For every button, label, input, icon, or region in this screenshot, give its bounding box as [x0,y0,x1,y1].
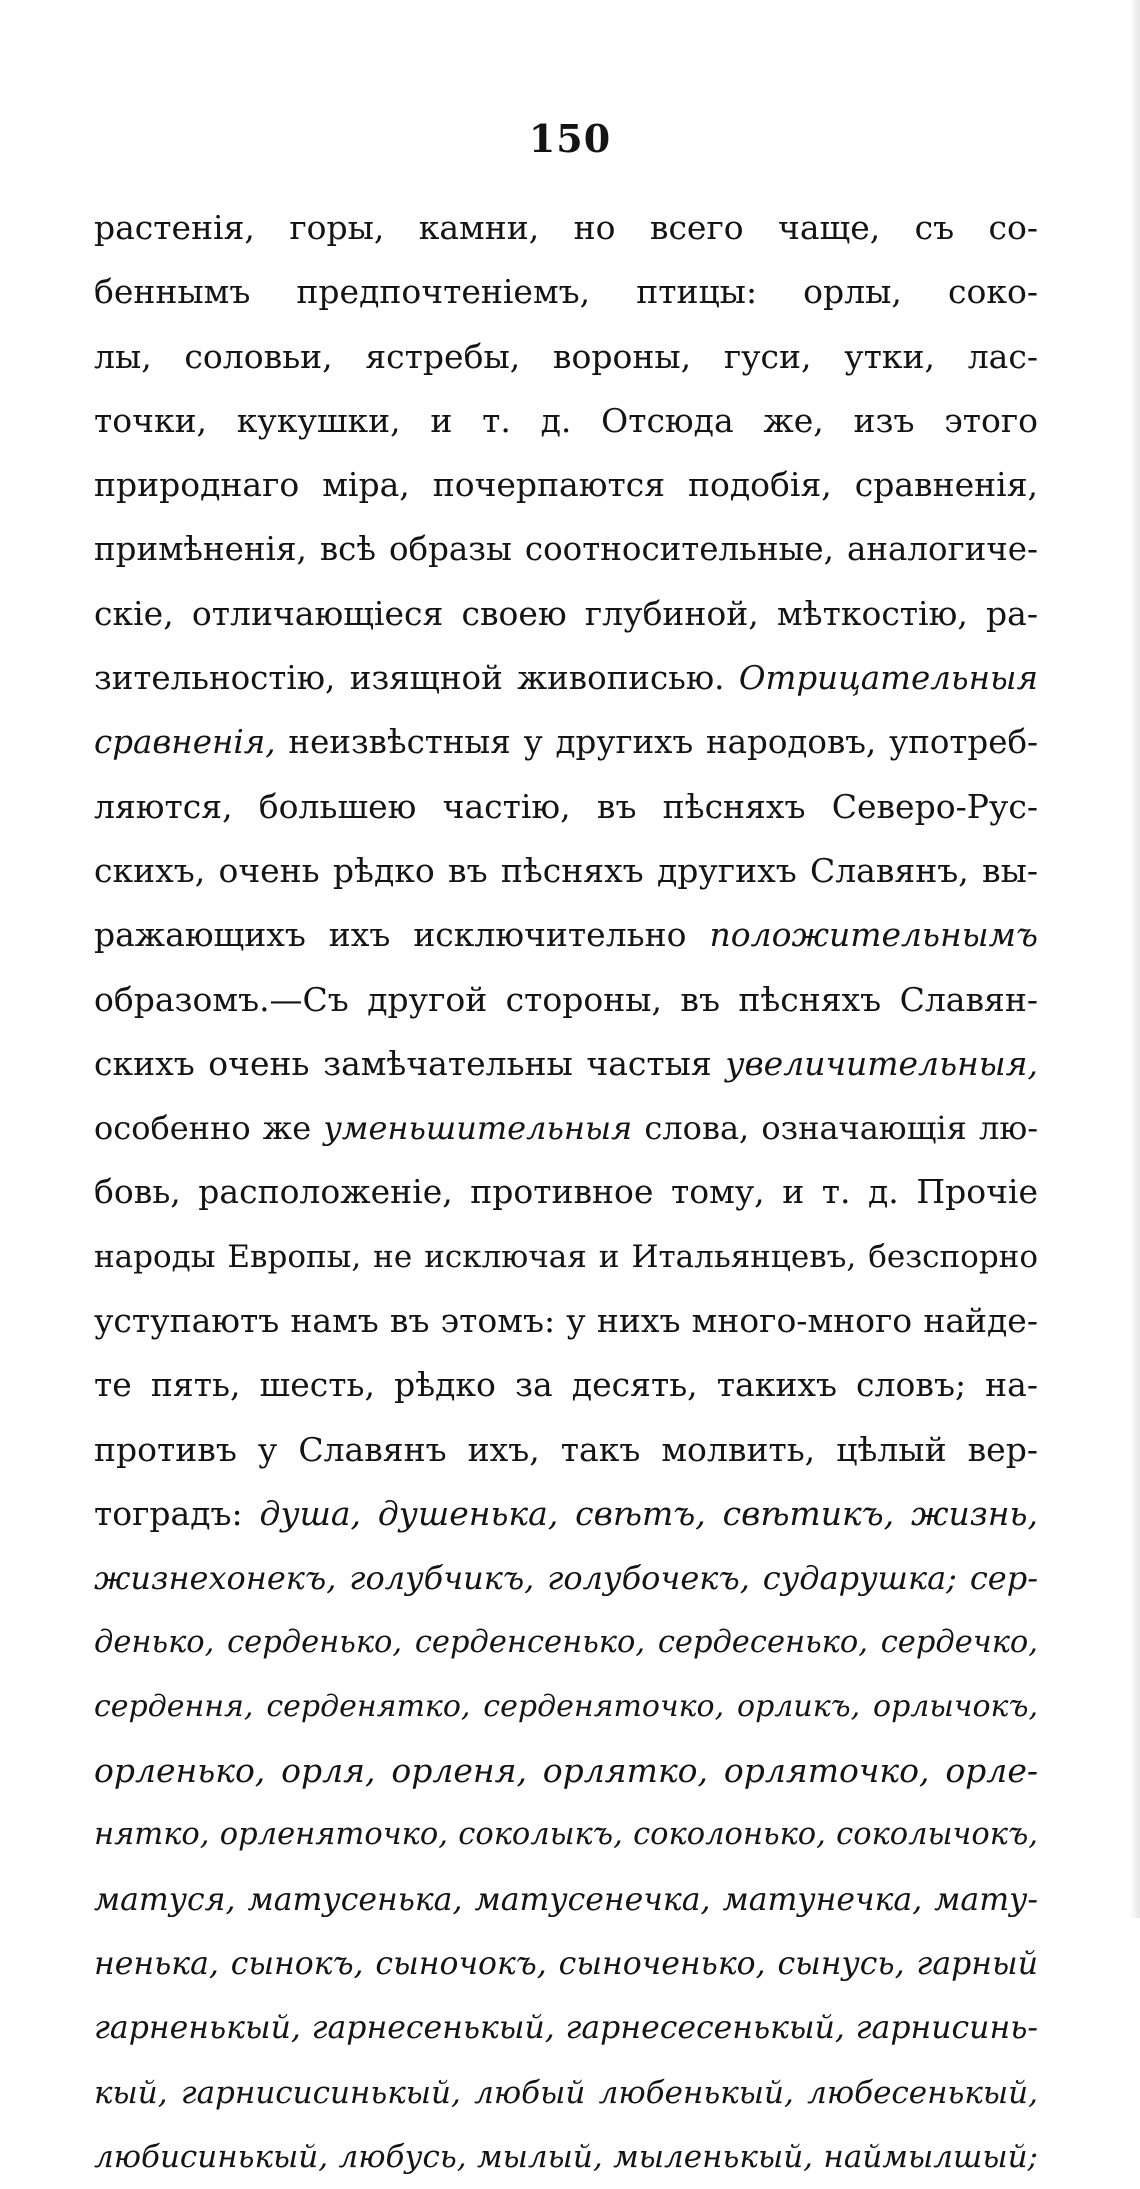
text-line [94,1353,1038,1417]
text-line [94,453,1038,517]
text-line [94,196,1038,260]
text-run: бовь, расположеніе, противное тому, и т. д. Прочіе [94,1172,1038,1212]
text-run: ражающихъ ихъ исключительно [94,915,710,955]
text-line [94,1289,1038,1353]
italic-text: Отрицательныя [738,659,1038,698]
text-run: лы, соловьи, ястребы, вороны, гуси, утки, лас- [94,336,1038,376]
text-line [94,968,1038,1032]
text-line [94,1096,1038,1160]
text-run: скихъ, очень рѣдко въ пѣсняхъ другихъ Славянъ, вы- [94,850,1038,890]
text-line [94,1546,1038,1610]
italic-text: положительнымъ [709,915,1038,955]
text-line [94,775,1038,839]
text-line [94,260,1038,324]
text-line [94,903,1038,967]
text-line [94,517,1038,581]
italic-text: матуся, матусенька, матусенечка, матунечка, мату- [94,1881,1038,1918]
text-line [94,1675,1038,1739]
text-line [94,710,1038,774]
italic-text: увеличительныя, [725,1043,1038,1083]
italic-text: сердення, серденятко, серденяточко, орликъ, орлычокъ, [94,1688,1038,1724]
text-line [94,2061,1038,2125]
italic-text: жизнехонекъ, голубчикъ, голубочекъ, сударушка; сер- [94,1559,1038,1598]
text-line [94,582,1038,646]
text-run: скихъ очень замѣчательны частыя [94,1043,726,1083]
text-run: слова, означающія лю- [632,1109,1038,1148]
italic-text: любисинькый, любусь, мылый, мыленькый, наймылшый; [94,2138,1038,2175]
text-run: природнаго міра, почерпаются подобія, сравненія, [94,465,1038,505]
text-run: неизвѣстныя у другихъ народовъ, употреб- [275,723,1038,762]
text-run: точки, кукушки, и т. д. Отсюда же, изъ этого [94,400,1038,440]
text-line [94,1739,1038,1803]
italic-text: нятко, орленяточко, соколыкъ, соколонько, соколычокъ, [94,1817,1038,1853]
text-run: особенно же [94,1109,324,1148]
text-line [94,1611,1038,1675]
text-line [94,839,1038,903]
text-line [94,2125,1038,2189]
page-number: 150 [528,116,612,161]
text-line [94,325,1038,389]
text-run: народы Европы, не исключая и Итальянцевъ, безспорно [94,1238,1038,1275]
text-run: образомъ.—Съ другой стороны, въ пѣсняхъ Славян- [94,979,1038,1019]
text-line [94,1996,1038,2060]
text-run: скіе, отличающіеся своею глубиной, мѣткостію, ра- [94,593,1038,633]
italic-text: душа, душенька, свѣтъ, свѣтикъ, жизнь, [259,1493,1038,1533]
text-line [94,1932,1038,1996]
italic-text: сравненія, [94,723,276,762]
text-line [94,1225,1038,1289]
italic-text: уменьшительныя [323,1109,633,1148]
page-edge-shadow [1130,0,1140,1918]
text-line [94,1482,1038,1546]
body-text [94,196,1038,2189]
text-line [94,1803,1038,1867]
italic-text: ненька, сынокъ, сыночокъ, сыноченько, сынусь, гарный [94,1946,1038,1983]
italic-text: орленько, орля, орленя, орлятко, орляточко, орле- [94,1751,1038,1791]
text-line [94,1418,1038,1482]
text-run: ляются, большею частію, въ пѣсняхъ Северо-Рус- [94,786,1038,826]
italic-text: гарненькый, гарнесенькый, гарнесесенькый, гарнисинь- [94,2010,1038,2047]
text-line [94,389,1038,453]
text-line [94,646,1038,710]
italic-text: денько, серденько, серденсенько, сердесенько, сердечко, [94,1624,1038,1660]
text-run: те пять, шесть, рѣдко за десять, такихъ словъ; на- [94,1365,1038,1405]
text-line [94,1032,1038,1096]
text-run: тоградъ: [94,1493,260,1533]
italic-text: кый, гарнисисинькый, любый любенькый, любесенькый, [94,2074,1038,2111]
text-line [94,1160,1038,1224]
text-run: уступаютъ намъ въ этомъ: у нихъ много-много найде- [94,1301,1038,1341]
text-line [94,1868,1038,1932]
text-run: растенія, горы, камни, но всего чаще, съ со- [94,208,1038,247]
text-run: зительностію, изящной живописью. [94,659,739,698]
text-run: примѣненія, всѣ образы соотносительные, аналогиче- [94,530,1038,569]
text-run: беннымъ предпочтеніемъ, птицы: орлы, соко- [94,272,1038,312]
text-run: противъ у Славянъ ихъ, такъ молвить, цѣлый вер- [94,1429,1038,1469]
